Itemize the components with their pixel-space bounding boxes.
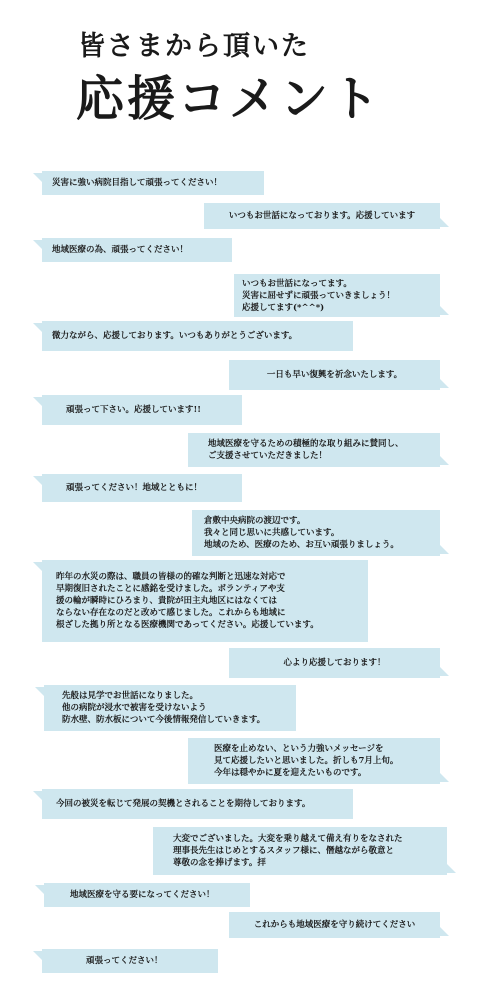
comment-bubble bbox=[42, 949, 218, 973]
comment-text: 先般は見学でお世話になりました。 他の病院が浸水で被害を受けないよう 防水壁、防水板について今後情報発信していきます。 bbox=[62, 691, 266, 725]
comment-bubble bbox=[229, 360, 440, 390]
page-subtitle: 皆さまから頂いた bbox=[78, 31, 310, 62]
comment-text: 頑張ってください！ bbox=[86, 956, 163, 966]
comment-bubble bbox=[42, 321, 353, 351]
comment-text: いつもお世話になってます。 災害に屈せずに頑張っていきましょう！ 応援してます(*^^*) bbox=[242, 278, 396, 313]
comment-bubble bbox=[42, 474, 242, 502]
comment-text: 一日も早い復興を祈念いたします。 bbox=[266, 370, 403, 380]
comment-bubble bbox=[188, 433, 440, 467]
comment-text: 今回の被災を転じて発展の契機とされることを期待しております。 bbox=[56, 799, 311, 809]
comment-bubble bbox=[188, 738, 440, 784]
comment-text: これからも地域医療を守り続けてください bbox=[253, 920, 416, 930]
comment-text: 微力ながら、応援しております。いつもありがとうございます。 bbox=[52, 331, 298, 341]
comment-text: 昨年の水災の際は、職員の皆様の的確な判断と迅速な対応で 早期復旧されたことに感銘を受けました。ボランティアや支 援の輪が瞬時にひろまり、貴院が田主丸地区にはなくては ならない存在なのだと改めて感じました。これからも地域に 根ざした拠り所となる医療機関であってください。応援しています。 bbox=[56, 572, 319, 630]
comment-bubble bbox=[153, 827, 447, 875]
header bbox=[0, 0, 480, 150]
comment-text: 地域医療を守るための積極的な取り組みに賛同し、 ご支援させていただきました！ bbox=[208, 439, 404, 461]
comment-text: 倉敷中央病院の渡辺です。 我々と同じ思いに共感しています。 地域のため、医療のため、お互い頑張りましょう。 bbox=[204, 516, 399, 550]
comment-bubble bbox=[204, 203, 440, 229]
comment-bubble bbox=[229, 912, 440, 938]
page-title: 応援コメント bbox=[76, 71, 383, 127]
comment-bubble bbox=[234, 274, 440, 317]
comment-bubble bbox=[42, 560, 368, 642]
comment-text: 大変でございました。大変を乗り越えて備え有りをなされた 理事長先生はじめとするスタッフ様に、僭越ながら敬意と 尊敬の念を捧げます。拝 bbox=[173, 834, 403, 868]
comment-bubble bbox=[192, 510, 440, 556]
comment-bubble bbox=[42, 395, 242, 425]
comment-text: 心より応援しております！ bbox=[283, 658, 386, 668]
comment-text: 災害に強い病院目指して頑張ってください！ bbox=[52, 178, 223, 188]
comment-text: 頑張ってください！地域とともに！ bbox=[66, 483, 203, 493]
comment-text: 地域医療を守る要になってください！ bbox=[70, 890, 215, 900]
comment-text: 医療を止めない、という力強いメッセージを 見て応援したいと思いました。折しも7月上旬。 今年は穏やかに夏を迎えたいものです。 bbox=[214, 744, 399, 778]
comment-bubble bbox=[42, 238, 232, 262]
comment-text: 頑張って下さい。応援しています!! bbox=[66, 405, 201, 415]
comment-bubble bbox=[44, 883, 250, 907]
comment-bubble bbox=[42, 789, 353, 819]
comment-bubble bbox=[229, 648, 440, 678]
comment-text: 地域医療の為、頑張ってください！ bbox=[52, 245, 189, 255]
comment-bubble bbox=[42, 171, 264, 195]
comment-bubble bbox=[44, 685, 296, 731]
comment-text: いつもお世話になっております。応援しています bbox=[228, 211, 416, 221]
